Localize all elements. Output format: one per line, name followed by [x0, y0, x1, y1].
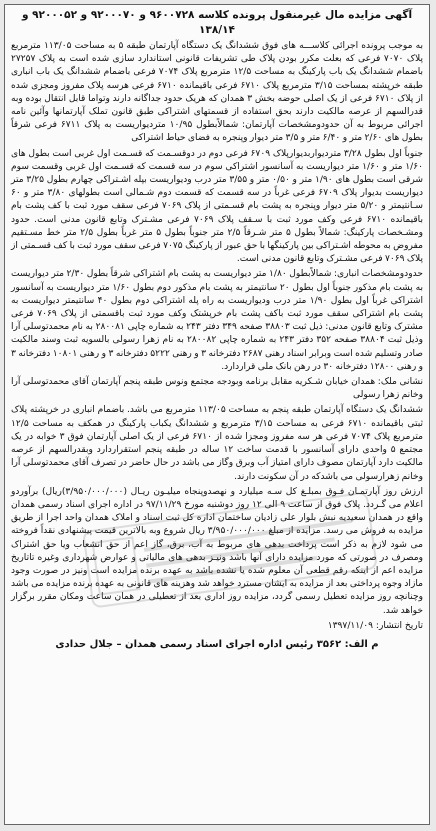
notice-signature: م الف: ۳۵۶۲ رئیس اداره اجرای اسناد رسمی همدان – جلال حدادی	[55, 638, 379, 650]
notice-paragraph-boundaries: جنوباً اول بطول ۳/۲۸ متردیواربدیوارپلاک ۶۷۰۹ فرعی دوم در دوقسـمت که قسـمت اول غربی است بطول های ۱/۶۰ متر و ۱/۶۰ متر دیواریست به آسانسور اشتراکی سوم در سه قسمت که قسـمت اول غربی وقسمت سوم شرقی است بطول های ۱/۹۰ متر و ۰/۵۰ متر و ۳/۵۵ متر درب ودیواریست بپله اشـتراکی چهارم بطول ۳/۲۵ متر دیواریست بدیوار پلاک ۶۷۰۹ فرعی غرباً در سه قسمت که قسمت دوم شـمالی است بطولهای ۳/۸۰ متر و ۶۰ سـانتیمتر و ۵/۲۰ متر دیوار وپنجره به پشت بام قسـمتی از پلاک ۷۰۶۹ فرعی سقف مورد ثبت با کف پشت بام باقیمانده ۶۷۱۰ فرعی وکف مورد ثبت با سـقف پلاک ۷۰۶۹ فرعی مشـترک وتابع قانون مدنی است. حدود ومشـخصات پارکینگ: شمالاً بطول ۵ متر شـرقاً ۲/۵ متر جنوباً بطول ۵ متر غرباً بطول ۲/۵ متر خط مسـتقیم مفروض به محوطه اشـتراکی بین پارکینگها با حق عبور از پارکینگ ۷۰۷۵ فرعی سقف مورد ثبت با کف قسـمتی از پلاک ۷۰۶۹ فرعی مشـترک وتابع قانون مدنی است.	[11, 148, 424, 265]
notice-paragraph-storage: حدودومشخصات انباری: شمالاًبطول ۱/۸۰ متر دیواریست به پشت بام اشتراکی شرقاً بطول ۲/۳۰ متر دیواریست به پشت بام مذکور جنوباً اول بطول ۲۰ سانتیمتر به پشت بام مذکور دوم بطول ۱/۶۰ متر دیواریست به آسانسور اشتراکی غرباً اول بطول ۱/۹۰ متر درب ودیواریست به راه پله اشتراکی دوم بطول ۴۰ سانتیمتر دیواریست به پشت بام اشتراکی سقف مورد ثبت باکف پشت بام خرپشتک وکف مورد ثبت باقسمتی از پلاک ۷۰۶۹ فرعی مشترک وتابع قانون مدنی: ذیل ثبت ۳۸۸۰۳ صفحه ۳۴۹ دفتر ۲۴۳ به شماره چاپی ۲۸۰۰۸۱ به نام محمدتوسلی آرا وذیل ثبت ۳۸۸۰۴ صفحه ۳۵۲ دفتر ۲۴۳ به شماره چاپی ۲۸۰۰۸۲ به نام زهرا رسولی بالسویه ثبت وسند مالکیت صادر وتسلیم شده است وبرابر اسناد رهنی ۲۶۸۷ دفترخانه ۳ و رهنی ۵۲۲۲ دفترخانه ۳ و رهنی ۱۰۸۰۱ دفترخانه ۳ و رهنی ۱۲۸۰۰ دفترخانه ۳۰ در رهن بانک ملی قراردارد.	[11, 269, 424, 372]
notice-paragraph-auction-terms: ارزش روز آپارتمـان فـوق بمبلـغ کل سـه میلیارد و نهصدوپنجاه میلیـون ریـال (۳/۹۵۰/۰۰۰/۰۰۰)ریال) برآوردو اعلام می گـردد. پلاک فوق از ساعت ۹ الی ۱۲ روز دوشنبه مورخ ۹۷/۱۱/۲۹ در اداره اجرای اسناد رسمی همدان واقع در همدان سعیدیه نبش بلوار علی زادیان ساختمان اداره کل ثبت اسناد و املاک همدان واحد اجرا از طریق مزایده به فروش می رسد. مزایده از مبلغ ۳/۹۵۰/۰۰۰/۰۰۰ ریال شروع وبه بالاترین قیمت پیشنهادی نقداً فروخته می شود لازم به ذکر است پرداخت بدهی های مربوط به آب، برق، گاز اعم از حق انشعاب ویا حق اشتراک ومصرف در صورتی که مورد مزایده دارای آنها باشد ونیـز بدهی های مالیاتی و عوارض شهرداری وغیره تاتاریخ مزایده اعم از اینکه رقم قطعی آن معلوم شده یا نشده باشد به عهده برنده مزایده است ونیز در صورت وجود مازاد وجوه پرداختی بعد از مزایده به ایشان مسترد خواهد شد وهزینه های قانونی به عهده برنده مزایده می باشد وچنانچه روز مزایده تعطیل رسمی گردد، مزایده روز اداری بعد از تعطیلی در همان ساعت ومکان مقرر برگزار خواهد شد.	[11, 486, 424, 616]
auction-notice-page	[4, 4, 430, 825]
auction-notice	[5, 5, 429, 652]
notice-paragraph-description: ششدانگ یک دستگاه آپارتمان طبقه پنجم به مساحت ۱۱۳/۰۵ مترمربع می باشد. باضمام انباری در خرپشته پلاک ثبتی باقیمانده ۶۷۱۰ فرعی به مساحت ۳/۱۵ مترمربع و ششدانگ یکباب پارکینگ در همکف به مساحت ۱۲/۵ مترمربع پلاک ۷۰۷۴ فرعی هر سه مفروز ومجزا شده از ۶۷۱۰ فرعی از یک اصلی آپارتمان فوق ۳ خوابه در یک مجتمع ۵ واحدی دارای آسانسور با قدمت ساخت ۱۲ ساله در طبقه پنجم استقراردارد وبقدرالسهم از عرصه مالکیت دارد آپارتمان مصوف دارای امتیاز آب وبرق وگاز می باشد در حال حاضر در تصرف آقای محمدتوسلی آرا وخانم زهرارسولی می باشدکه در آن سکونت دارند.	[11, 405, 424, 482]
notice-paragraph-address: نشانی ملک: همدان خیابان شـکریه مقابل برنامه وبودجه مجتمع ونوس طبقه پنجم آپارتمان آقای محمدتوسلی آرا وخانم زهرا رسولی	[11, 377, 423, 401]
publication-date: تاریخ انتشار: ۱۳۹۷/۱۱/۰۹	[327, 620, 423, 631]
notice-paragraph-property: به موجب پرونده اجرائی کلاســـه های فوق ششدانگ یک دستگاه آپارتمان طبقه ۵ به مساحت ۱۱۳/۰۵ مترمربع پلاک ۷۰۷۰ فرعی که بعلت مکرر بودن پلاک طی تشریفات قانونی استاندارد سازی شده است به پلاک ۲۷۲۵۷ باضمام ششدانگ یک باب پارکینگ به مساحت ۱۲/۵ مترمربع پلاک ۷۰۷۴ فرعی باضمام ششدانگ یک باب انباری طبقه خرپشته بمساحت ۳/۱۵ مترمربع پلاک ۶۷۱۰ فرعی باقیمانده ۶۷۱۰ فرعی هرسه پلاک مفروز ومجزی شده از پلاک ۶۷۱۰ فرعی از یک اصلی حوضه بخش ۳ همدان که هریک حدود جداگانه دارند وتواما قابل انتقال بوده وبه قدرالسهم از عرصه مالکیت دارند بحق استفاده از قسمتهای اشتراکی طبق قانون تملک آپارتمانها وآئین نامه اجرائی مربوط به آن حدودومشخصات آپارتمان: شمالاًبطول ۱۰/۹۵ متردیواریست به پلاک ۶۷۱۱ فرعی شرقاً بطول های ۲/۶۰ متر و ۶/۴۰ متر و ۳/۵ متر دیوار وپنجره به فضای حیاط اشتراکی	[11, 41, 423, 144]
notice-title: آگهی مزایده مال غیرمنقول پرونده کلاسه ۹۶۰۰۷۲۸ و ۹۲۰۰۰۷۰ و ۹۲۰۰۰۵۲ و ۱۳۸/۱۴	[21, 9, 413, 36]
